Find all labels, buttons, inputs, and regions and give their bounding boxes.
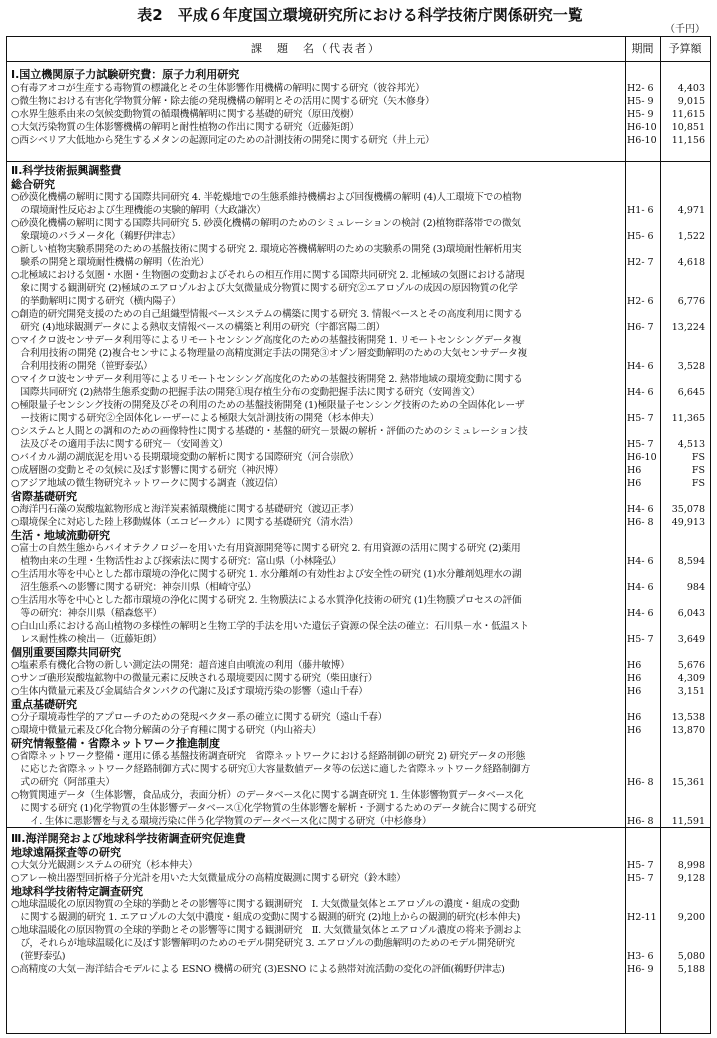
budget-cell: 9,015	[677, 96, 705, 107]
topic-line: 的挙動解明に関する研究（横内陽子）	[11, 296, 181, 307]
period-cell: H6-10	[627, 135, 657, 146]
period-cell: H4- 6	[627, 556, 654, 567]
budget-cell: 3,649	[677, 634, 705, 645]
topic-line: ○サンゴ礁形炭酸塩鉱物中の微量元素に反映される環境要因に関する研究（柴田康行）	[11, 673, 378, 684]
budget-cell: 5,188	[677, 964, 705, 975]
period-cell: H5- 7	[627, 439, 654, 450]
budget-cell: 4,309	[677, 673, 705, 684]
table-row	[7, 516, 710, 529]
research-topic	[7, 95, 625, 108]
research-topic	[7, 503, 625, 516]
budget-cell: 4,403	[677, 83, 705, 94]
period-cell: H6- 8	[627, 517, 654, 528]
topic-line: び，それらが地球温暖化に及ぼす影響解明のためのモデル開発研究 3. エアロゾルの動態解明のためのモデル開発研究	[11, 938, 515, 949]
budget-cell: 5,080	[677, 951, 705, 962]
topic-line: ○微生物における有害化学物質分解・除去能の発現機構の解明とその活用に関する研究（矢木修身）	[11, 96, 435, 107]
topic-line: ○アジア地域の微生物研究ネットワークに関する調査（渡辺信）	[11, 478, 284, 489]
research-topic	[7, 659, 625, 672]
topic-line: 等の研究：神奈川県（稲森悠平）	[11, 608, 162, 619]
research-topic	[7, 924, 625, 963]
period-cell: H2-11	[627, 912, 657, 923]
table-row	[7, 659, 710, 672]
section-divider	[7, 161, 710, 162]
period-cell: H4- 6	[627, 361, 654, 372]
research-topic	[7, 859, 625, 872]
budget-cell: 11,615	[671, 109, 705, 120]
topic-line: に関する研究 (1)化学物質の生体影響データベース①化学物質の生体影響を解析・予測するためのデータ統合に関する研究	[11, 803, 536, 814]
topic-line: ○マイクロ波センサデータ利用等によるリモートセンシング高度化のための基盤技術開発 1. リモートセンシングデータ複	[11, 335, 522, 346]
period-cell: H6-10	[627, 452, 657, 463]
research-topic	[7, 243, 625, 269]
table-row	[7, 477, 710, 490]
period-cell: H5- 9	[627, 96, 654, 107]
period-cell: H4- 6	[627, 504, 654, 515]
budget-cell: 8,998	[677, 860, 705, 871]
research-topic	[7, 620, 625, 646]
research-topic	[7, 269, 625, 308]
header-budget: 予算額	[668, 42, 702, 55]
topic-line: ○環境保全に対応した陸上移動媒体（エコビークル）に関する基礎研究（清水浩）	[11, 517, 359, 528]
table-row	[7, 95, 710, 108]
period-cell: H6- 9	[627, 964, 654, 975]
budget-cell: 6,776	[677, 296, 705, 307]
budget-cell: 13,870	[671, 725, 705, 736]
topic-line: 沼生態系への影響に関する研究：神奈川県（相崎守弘）	[11, 582, 257, 593]
budget-cell: 4,513	[677, 439, 705, 450]
topic-line: ○成層圏の変動とその気候に及ぼす影響に関する研究（神沢博）	[11, 465, 284, 476]
period-cell: H5- 9	[627, 109, 654, 120]
table-row	[7, 503, 710, 516]
budget-cell: 10,851	[671, 122, 705, 133]
topic-line: 象環境のパラメータ化（鵜野伊津志）	[11, 231, 181, 242]
research-topic	[7, 724, 625, 737]
research-topic	[7, 711, 625, 724]
research-topic	[7, 217, 625, 243]
topic-line: ○アレー検出器型回折格子分光計を用いた大気微量成分の高精度観測に関する研究（鈴木睦）	[11, 873, 406, 884]
section-items	[7, 82, 710, 147]
budget-cell: 6,645	[677, 387, 705, 398]
table-row	[7, 963, 710, 976]
header-period: 期間	[631, 42, 654, 55]
budget-cell: 8,594	[677, 556, 705, 567]
table-row	[7, 789, 710, 828]
category-title: 地球科学技術特定調査研究	[11, 885, 143, 898]
research-topic	[7, 373, 625, 399]
topic-line: ○白山山系における高山植物の多様性の解明と生物工学的手法を用いた遺伝子資源の保全法の確立：石川県－水・低温スト	[11, 621, 529, 632]
research-topic	[7, 672, 625, 685]
topic-line: 験系の開発と環境耐性機構の解明（佐治光）	[11, 257, 210, 268]
section-title: Ⅱ.科学技術振興調整費	[11, 164, 122, 177]
topic-line: 合利用技術の開発（笹野泰弘）	[11, 361, 153, 372]
category-title: 生活・地域流動研究	[11, 529, 110, 542]
category-title: 地球遠隔探査等の研究	[11, 846, 121, 859]
table-row	[7, 82, 710, 95]
budget-cell: 5,676	[677, 660, 705, 671]
budget-cell: 4,618	[677, 257, 705, 268]
budget-cell: 15,361	[671, 777, 705, 788]
table-row	[7, 108, 710, 121]
period-cell: H5- 7	[627, 860, 654, 871]
topic-line: の環境耐性反応および生理機能の実験的解明（大政謙次）	[11, 205, 266, 216]
topic-line: ○海洋円石藻の炭酸塩鉱物形成と海洋炭素循環機能に関する基礎研究（渡辺正孝）	[11, 504, 359, 515]
topic-line: ○高精度の大気－海洋結合モデルによる ESNO 機構の研究 (3)ESNO による熱帯対流活動の変化の評価(鵜野伊津志)	[11, 964, 505, 975]
table-row	[7, 924, 710, 963]
table-row	[7, 243, 710, 269]
topic-line: ○生活用水等を中心とした都市環境の浄化に関する研究 1. 水分離剤の有効性および安全性の研究 (1)水分離剤処理水の湖	[11, 569, 522, 580]
topic-line: ○砂漠化機構の解明に関する国際共同研究 5. 砂漠化機構の解明のためのシミュレーションの検討 (2)植物群落帯での微気	[11, 218, 521, 229]
period-cell: H5- 7	[627, 634, 654, 645]
period-cell: H6- 7	[627, 322, 654, 333]
budget-cell: 3,151	[677, 686, 705, 697]
header-divider	[7, 61, 710, 62]
topic-line: ○分子環境毒性学的アプローチのための発現ベクター系の確立に関する研究（遠山千春）	[11, 712, 388, 723]
category-title: 個別重要国際共同研究	[11, 646, 121, 659]
table-row	[7, 685, 710, 698]
section-items	[7, 846, 710, 976]
topic-line: ○富士の自然生態からバイオテクノロジーを用いた有用資源開発等に関する研究 2. 有用資源の活用に関する研究 (2)薬用	[11, 543, 521, 554]
research-topic	[7, 685, 625, 698]
topic-line: ○大気汚染物質の生体影響機構の解明と耐性植物の作出に関する研究（近藤矩朗）	[11, 122, 359, 133]
topic-line: イ. 生体に悪影響を与える環境汚染に伴う化学物質のデータベース化に関する研究（中杉修身）	[11, 816, 432, 827]
budget-cell: 35,078	[671, 504, 705, 515]
topic-line: レス耐性株の検出－（近藤矩朗）	[11, 634, 162, 645]
section-title: Ⅲ.海洋開発および地球科学技術調査研究促進費	[11, 832, 246, 845]
period-cell: H6-10	[627, 122, 657, 133]
category-title: 省際基礎研究	[11, 490, 77, 503]
topic-line: に関する観測的研究 1. エアロゾルの大気中濃度・組成の変動に関する観測的研究 (2)地上からの観測的研究(杉本伸夫)	[11, 912, 521, 923]
research-topic	[7, 308, 625, 334]
table-row	[7, 269, 710, 308]
table-row	[7, 594, 710, 620]
budget-cell: 9,128	[677, 873, 705, 884]
topic-line: ○砂漠化機構の解明に関する国際共同研究 4. 半乾燥地での生態系維持機構および回復機構の解明 (4)人工環境下での植物	[11, 192, 522, 203]
period-cell: H5- 6	[627, 231, 654, 242]
table-row	[7, 568, 710, 594]
category-title: 総合研究	[11, 178, 55, 191]
research-topic	[7, 789, 625, 828]
budget-cell: 1,522	[677, 231, 705, 242]
table-row	[7, 134, 710, 147]
table-row	[7, 872, 710, 885]
topic-line: ○西シベリア大低地から発生するメタンの起源同定のための計測技術の開発に関する研究（井上元）	[11, 135, 435, 146]
budget-cell: 13,538	[671, 712, 705, 723]
table-row	[7, 399, 710, 425]
topic-line: ○地球温暖化の原因物質の全球的挙動とその影響等に関する観測研究 Ⅰ. 大気微量気体とエアロゾルの濃度・組成の変動	[11, 899, 520, 910]
budget-cell: 11,156	[671, 135, 705, 146]
table-row	[7, 121, 710, 134]
topic-line: ○地球温暖化の原因物質の全球的挙動とその影響等に関する観測研究 Ⅱ. 大気微量気体とエアロゾル濃度の将来予測およ	[11, 925, 522, 936]
period-cell: H2- 7	[627, 257, 654, 268]
topic-line: 植物由来の生理・生物活性および探索法に関する研究：富山県（小林隆弘）	[11, 556, 342, 567]
research-topic	[7, 464, 625, 477]
research-topic	[7, 963, 625, 976]
period-cell: H6	[627, 478, 642, 489]
topic-line: 研究 (4)地球観測データによる熱収支情報ベースの構築と利用の研究（宇都宮陽二朗）	[11, 322, 385, 333]
budget-cell: FS	[691, 465, 705, 476]
table-row	[7, 308, 710, 334]
research-topic	[7, 191, 625, 217]
budget-cell: 984	[686, 582, 705, 593]
budget-cell: 13,224	[671, 322, 705, 333]
table-row	[7, 217, 710, 243]
research-topic	[7, 108, 625, 121]
section-1	[7, 68, 710, 147]
topic-line: (笹野泰弘)	[11, 951, 66, 962]
budget-cell: 11,365	[671, 413, 705, 424]
topic-line: 式の研究（阿部重夫）	[11, 777, 115, 788]
research-topic	[7, 872, 625, 885]
header-topic: 課 題 名（代表者）	[251, 42, 381, 55]
research-topic	[7, 121, 625, 134]
period-cell: H4- 6	[627, 582, 654, 593]
period-cell: H6	[627, 712, 642, 723]
table-row	[7, 620, 710, 646]
section-divider	[7, 827, 710, 828]
period-cell: H2- 6	[627, 296, 654, 307]
table-row	[7, 464, 710, 477]
period-cell: H6	[627, 673, 642, 684]
topic-line: 国際共同研究 (2)熱帯生態系変動の把握手法の開発①現存植生分布の変動把握手法に関する研究（安岡善文）	[11, 387, 480, 398]
topic-line: ○大気分光観測システムの研究（杉本伸夫）	[11, 860, 198, 871]
period-cell: H6- 8	[627, 816, 654, 827]
research-topic	[7, 898, 625, 924]
table-row	[7, 724, 710, 737]
topic-line: ○バイカル湖の湖底泥を用いる長期環境変動の解析に関する国際研究（河合崇欣）	[11, 452, 359, 463]
period-cell: H1- 6	[627, 205, 654, 216]
budget-cell: FS	[691, 452, 705, 463]
unit-label: （千円）	[665, 24, 705, 35]
topic-line: ー技術に関する研究②全固体化レーザーによる極限大気計測技術の開発（杉本伸夫）	[11, 413, 380, 424]
period-cell: H6- 8	[627, 777, 654, 788]
research-topic	[7, 750, 625, 789]
table-title: 表2 平成６年度国立環境研究所における科学技術庁関係研究一覧	[137, 6, 583, 24]
table-row	[7, 542, 710, 568]
period-cell: H6	[627, 686, 642, 697]
period-cell: H6	[627, 465, 642, 476]
budget-cell: 9,200	[677, 912, 705, 923]
table-row	[7, 425, 710, 451]
research-topic	[7, 451, 625, 464]
topic-line: ○省際ネットワーク整備・運用に係る基盤技術調査研究 省際ネットワークにおける経路制御の研究 2) 研究データの形態	[11, 751, 526, 762]
topic-line: ○極限量子センシング技術の開発及びその利用のための基盤技術開発 (1)極限量子センシング技術のための全固体化レーザ	[11, 400, 525, 411]
topic-line: 法及びその適用手法に関する研究－（安岡善文）	[11, 439, 229, 450]
period-cell: H3- 6	[627, 951, 654, 962]
period-cell: H4- 6	[627, 387, 654, 398]
budget-cell: FS	[691, 478, 705, 489]
table-row	[7, 672, 710, 685]
period-cell: H6	[627, 660, 642, 671]
topic-line: ○新しい植物実験系開発のための基盤技術に関する研究 2. 環境応答機構解明のための実験系の開発 (3)環境耐性解析用実	[11, 244, 522, 255]
section-3	[7, 832, 710, 976]
topic-line: ○物質関連データ（生体影響，食品成分，表面分析）のデータベース化に関する調査研究 1. 生体影響物質データベース化	[11, 790, 524, 801]
table-row	[7, 750, 710, 789]
topic-line: に応じた省際ネットワーク経路制御方式に関する研究①大容量数値データ等の伝送に適した省際ネットワーク経路制御方	[11, 764, 531, 775]
section-2	[7, 164, 710, 828]
research-topic	[7, 594, 625, 620]
budget-cell: 11,591	[671, 816, 705, 827]
topic-line: ○有毒アオコが生産する毒物質の標識化とその生体影響作用機構の解明に関する研究（彼谷邦光）	[11, 83, 425, 94]
topic-line: ○マイクロ波センサデータ利用等によるリモートセンシング高度化のための基盤技術開発 2. 熱帯地域の環境変動に関する	[11, 374, 523, 385]
research-topic	[7, 516, 625, 529]
research-topic	[7, 568, 625, 594]
topic-line: ○北極域における気圏・水圏・生物圏の変動およびそれらの相互作用に関する国際共同研究 2. 北極域の気圏における諸現	[11, 270, 525, 281]
period-cell: H5- 7	[627, 873, 654, 884]
section-items	[7, 178, 710, 828]
table-row	[7, 859, 710, 872]
period-cell: H5- 7	[627, 413, 654, 424]
topic-line: ○創造的研究開発支援のための自己組織型情報ベースシステムの構築に関する研究 3. 情報ベースとその高度利用に関する	[11, 309, 523, 320]
topic-line: 象に関する観測研究 (2)極域のエアロゾルおよび大気微量成分物質に関する研究②エアロゾルの成因の原因物質の化学	[11, 283, 518, 294]
period-cell: H4- 6	[627, 608, 654, 619]
category-title: 重点基礎研究	[11, 698, 77, 711]
budget-cell: 3,528	[677, 361, 705, 372]
topic-line: ○水界生態系由来の気候変動物質の循環機構解明に関する基礎的研究（原田茂樹）	[11, 109, 359, 120]
budget-cell: 4,971	[677, 205, 705, 216]
topic-line: ○塩素系有機化合物の新しい測定法の開発：超音速自由噴流の利用（藤井敏博）	[11, 660, 350, 671]
topic-line: ○環境中微量元素及び化合物分解菌の分子育種に関する研究（内山裕夫）	[11, 725, 322, 736]
research-topic	[7, 334, 625, 373]
budget-cell: 49,913	[671, 517, 705, 528]
research-topic	[7, 82, 625, 95]
budget-cell: 6,043	[677, 608, 705, 619]
topic-line: ○生体内微量元素及び金属結合タンパクの代謝に及ぼす環境汚染の影響（遠山千春）	[11, 686, 368, 697]
topic-line: ○システムと人間との調和のための画像特性に関する基礎的・基盤的研究－景観の解析・評価のためのシミュレーション技	[11, 426, 528, 437]
category-title: 研究情報整備・省際ネットワーク推進制度	[11, 737, 220, 750]
topic-line: ○生活用水等を中心とした都市環境の浄化に関する研究 2. 生物膜法による水質浄化技術の研究 (1)生物膜プロセスの評価	[11, 595, 522, 606]
research-topic	[7, 542, 625, 568]
period-cell: H6	[627, 725, 642, 736]
table-row	[7, 711, 710, 724]
research-table	[6, 36, 711, 1034]
table-row	[7, 898, 710, 924]
research-topic	[7, 477, 625, 490]
research-topic	[7, 399, 625, 425]
table-row	[7, 451, 710, 464]
table-row	[7, 373, 710, 399]
table-row	[7, 191, 710, 217]
table-row	[7, 334, 710, 373]
section-title: Ⅰ.国立機関原子力試験研究費：原子力利用研究	[11, 68, 240, 81]
research-topic	[7, 134, 625, 147]
topic-line: 合利用技術の開発 (2)複合センサによる物理量の高精度測定手法の開発③オゾン層変動解明のための大気センサデータ複	[11, 348, 527, 359]
period-cell: H2- 6	[627, 83, 654, 94]
research-topic	[7, 425, 625, 451]
